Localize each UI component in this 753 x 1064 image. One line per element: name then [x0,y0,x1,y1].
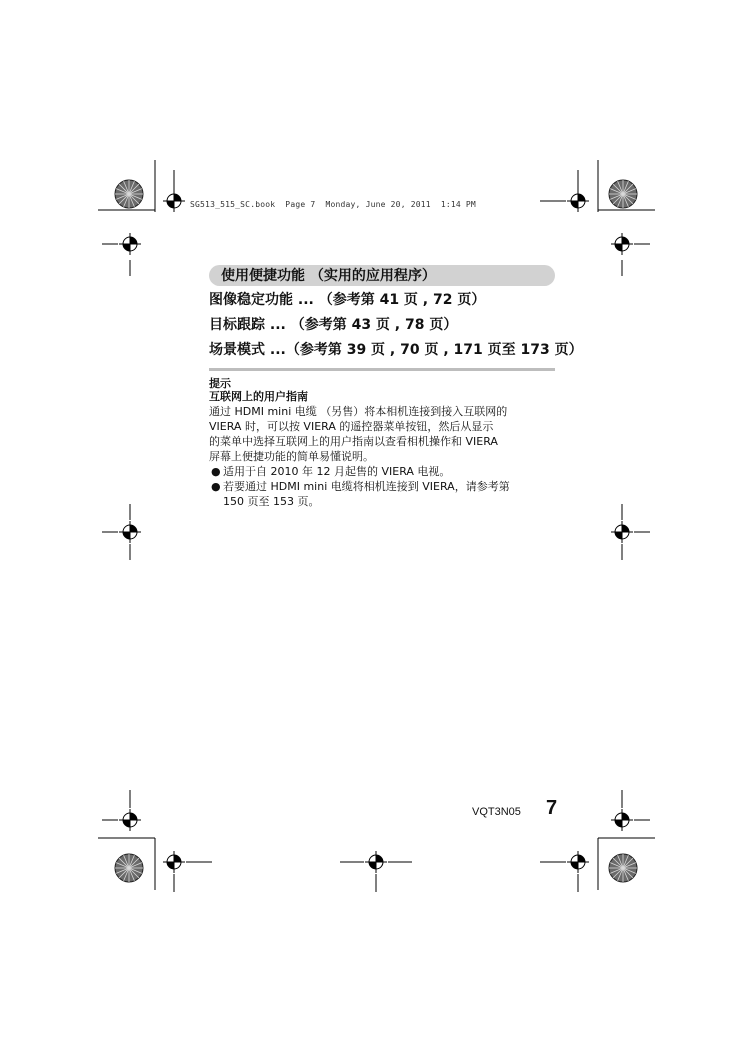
hint-bullet-item [209,464,557,479]
hint-paragraph-line: VIERA 时，可以按 VIERA 的遥控器菜单按钮，然后从显示 [209,420,494,433]
bullet-icon: ● [211,465,221,478]
hint-body [209,404,557,509]
section-divider [209,368,555,371]
bullet-icon: ● [211,480,221,493]
hint-bullet-line: 若要通过 HDMI mini 电缆将相机连接到 VIERA，请参考第 [223,480,510,493]
hint-bullet-line: 150 页至 153 页。 [223,495,320,508]
reference-line-tracking: 目标跟踪 ... （参考第 43 页 , 78 页） [209,317,458,333]
hint-paragraph-line: 屏幕上便捷功能的简单易懂说明。 [209,450,374,463]
hint-bullet-line: 适用于自 2010 年 12 月起售的 VIERA 电视。 [223,465,451,478]
hint-paragraph-line: 的菜单中选择互联网上的用户指南以查看相机操作和 VIERA [209,435,498,448]
reference-line-stabilizer: 图像稳定功能 ... （参考第 41 页 , 72 页） [209,292,486,308]
hint-label: 提示 [209,377,231,390]
file-info-header: SG513_515_SC.book Page 7 Monday, June 20, 2011 1:14 PM [190,200,476,209]
manual-code: VQT3N05 [472,806,521,818]
hint-title: 互联网上的用户指南 [209,390,308,403]
hint-paragraph-line: 通过 HDMI mini 电缆 （另售）将本相机连接到接入互联网的 [209,405,508,418]
reference-line-scene-mode: 场景模式 ...（参考第 39 页 , 70 页 , 171 页至 173 页） [209,342,583,358]
page-number: 7 [546,797,558,819]
section-title: 使用便捷功能 （实用的应用程序） [221,268,436,284]
hint-bullet-item [209,479,557,509]
